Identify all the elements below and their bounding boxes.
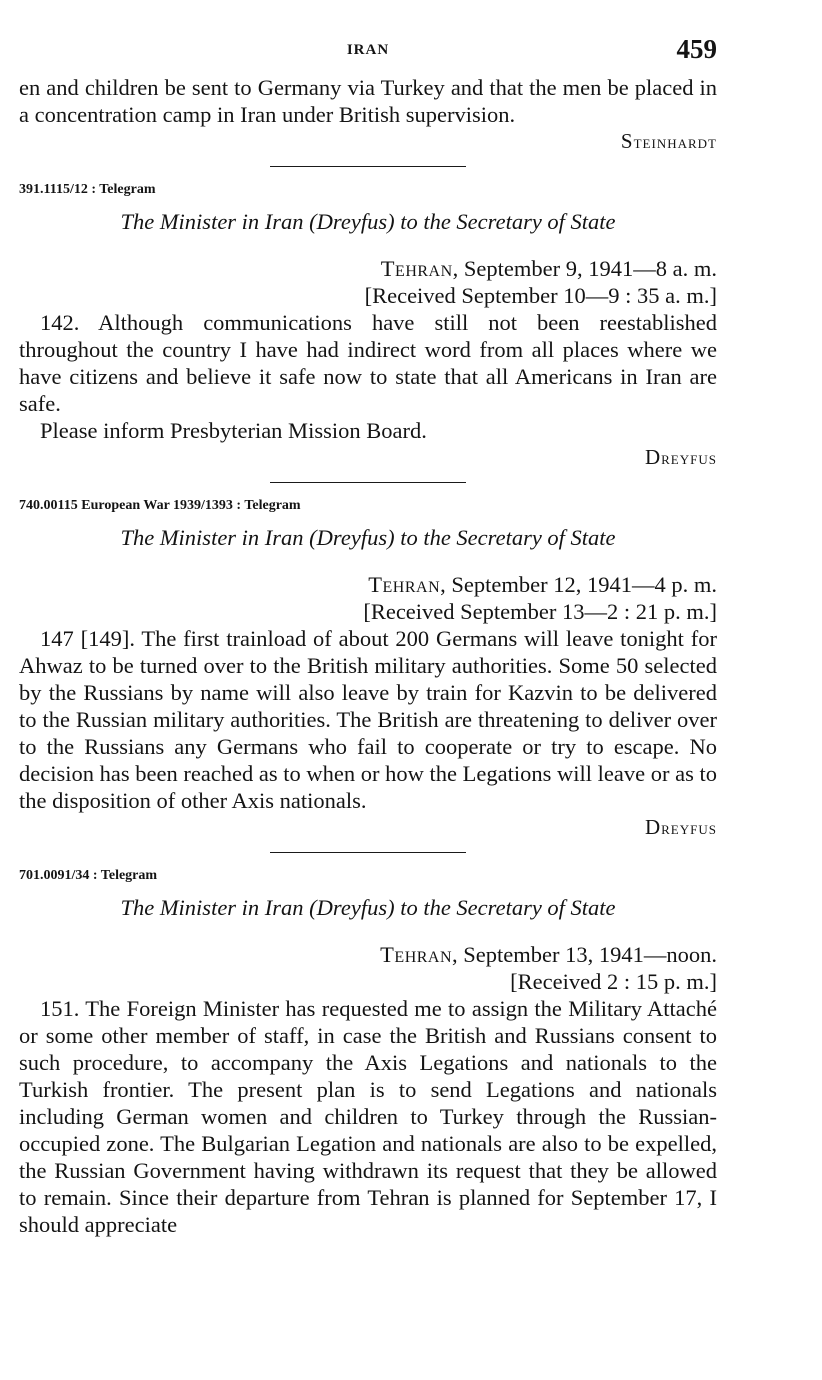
dateline [19,571,717,598]
document-page [19,34,717,1238]
dateline-place: Tehran [368,572,441,597]
dateline-place: Tehran [380,942,453,967]
received-line: [Received September 13—2 : 21 p. m.] [363,599,717,624]
telegram-entry [19,497,717,842]
section-divider [270,166,466,167]
telegram-entry [19,867,717,1238]
section-divider [270,852,466,853]
document-heading: The Minister in Iran (Dreyfus) to the Secretary of State [120,895,616,920]
dateline [19,255,717,282]
received-line: [Received 2 : 15 p. m.] [510,969,717,994]
file-reference: 740.00115 European War 1939/1393 : Telegram [19,498,301,513]
telegram-paragraph: 142. Although communications have still not been reestablished throughout the country I have had indirect word from all places where we have citizens and believe it safe now to state that all Americans in Iran are safe. [19,310,717,416]
document-heading: The Minister in Iran (Dreyfus) to the Secretary of State [120,209,616,234]
telegram-paragraph: 151. The Foreign Minister has requested me to assign the Military Attaché or some other member of staff, in case the British and Russians consent to such procedure, to accompany the Axis Legations and nationals to the Turkish frontier. The present plan is to send Legations and nationals including German women and children to Turkey through the Russian-occupied zone. The Bulgarian Legation and nationals are also to be expelled, the Russian Government having withdrawn its request that they be allowed to remain. Since their departure from Tehran is planned for September 17, I should appreciate [19,996,717,1237]
signature-dreyfus: Dreyfus [644,815,717,839]
continued-paragraph: en and children be sent to Germany via Turkey and that the men be placed in a concentration camp in Iran under British supervision. [19,75,717,127]
section-divider [270,482,466,483]
telegram-paragraph: Please inform Presbyterian Mission Board. [40,418,427,443]
signature-dreyfus: Dreyfus [644,445,717,469]
file-reference: 391.1115/12 : Telegram [19,182,156,197]
dateline [19,941,717,968]
dateline-date: , September 9, 1941—8 a. m. [452,256,717,281]
file-reference: 701.0091/34 : Telegram [19,868,158,883]
dateline-date: , September 13, 1941—noon. [452,942,717,967]
running-title: IRAN [346,42,390,58]
telegram-entry [19,181,717,472]
document-heading: The Minister in Iran (Dreyfus) to the Secretary of State [120,525,616,550]
telegram-paragraph: 147 [149]. The first trainload of about 200 Germans will leave tonight for Ahwaz to be turned over to the British military authorities. Some 50 selected by the Russians by name will also leave by train for Kazvin to be delivered to the Russian military authorities. The British are threatening to deliver over to the Russians any Germans who fail to cooperate or try to escape. No decision has been reached as to when or how the Legations will leave or as to the disposition of other Axis nationals. [19,626,717,813]
dateline-place: Tehran [380,256,453,281]
running-header [19,34,717,74]
page-number: 459 [676,34,717,64]
dateline-date: , September 12, 1941—4 p. m. [440,572,717,597]
received-line: [Received September 10—9 : 35 a. m.] [364,283,717,308]
signature-steinhardt: Steinhardt [620,129,717,153]
